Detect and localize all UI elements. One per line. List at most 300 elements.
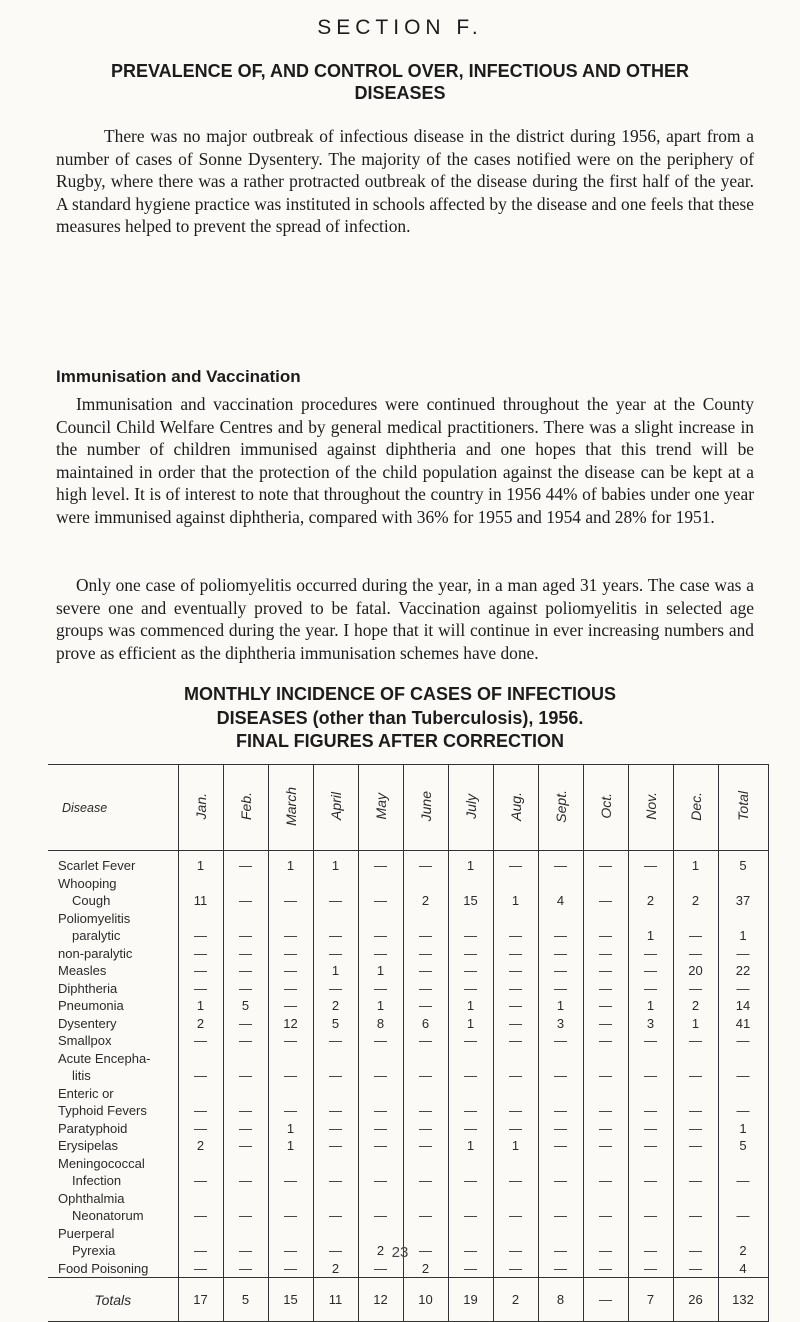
table-row: [48, 980, 768, 998]
month-cell: —: [493, 1067, 538, 1085]
month-cell: —: [313, 1242, 358, 1260]
month-cell: 11: [178, 892, 223, 910]
month-cell: 1: [178, 851, 223, 875]
table-row: [48, 945, 768, 963]
month-cell: —: [223, 1137, 268, 1155]
month-cell: 1: [628, 927, 673, 945]
month-cell: —: [583, 980, 628, 998]
month-cell: —: [223, 1015, 268, 1033]
immunisation-paragraph: Immunisation and vaccination procedures were continued throughout the year at the County Council Child Welfare Centres and by general medical practitioners. There was a slight increase in the number of children immunised against diphtheria and one hopes that this trend will be maintained in order that the protection of the child population against the disease can be kept at a high level. It is of interest to note that throughout the country in 1956 44% of babies under one year were immunised against diphtheria, compared with 36% for 1955 and 1954 and 28% for 1951.: [56, 394, 754, 527]
row-total-cell: [718, 875, 768, 893]
month-cell: —: [538, 1102, 583, 1120]
disease-label: Enteric or: [58, 1085, 114, 1101]
month-cell: —: [358, 1260, 403, 1278]
month-cell: 12: [268, 1015, 313, 1033]
month-cell: 1: [313, 851, 358, 875]
month-cell: [493, 875, 538, 893]
month-cell: —: [538, 962, 583, 980]
month-cell: —: [178, 1067, 223, 1085]
header-month: [358, 765, 403, 851]
month-cell: 20: [673, 962, 718, 980]
month-cell: [673, 910, 718, 928]
month-cell: [583, 910, 628, 928]
table-row: [48, 1207, 768, 1225]
incidence-table: [48, 764, 769, 1322]
month-cell: 1: [628, 997, 673, 1015]
month-cell: —: [448, 962, 493, 980]
month-cell: [583, 875, 628, 893]
month-cell: —: [538, 980, 583, 998]
disease-label: Paratyphoid: [58, 1120, 128, 1136]
month-cell: [403, 1190, 448, 1208]
month-cell: —: [493, 997, 538, 1015]
month-cell: [223, 1155, 268, 1173]
month-cell: —: [403, 997, 448, 1015]
month-cell: —: [403, 927, 448, 945]
month-cell: —: [628, 945, 673, 963]
month-cell: —: [358, 1137, 403, 1155]
month-cell: —: [583, 1260, 628, 1278]
month-cell: —: [223, 1032, 268, 1050]
month-cell: —: [673, 1032, 718, 1050]
row-total-cell: [718, 910, 768, 928]
month-cell: [628, 910, 673, 928]
total-cell: 2: [493, 1278, 538, 1322]
row-total-cell: —: [718, 945, 768, 963]
month-cell: —: [628, 1137, 673, 1155]
month-cell: [403, 875, 448, 893]
total-cell: 15: [268, 1278, 313, 1322]
total-cell: 8: [538, 1278, 583, 1322]
month-cell: —: [673, 1102, 718, 1120]
month-cell: [178, 1190, 223, 1208]
month-cell: —: [403, 962, 448, 980]
month-cell: —: [538, 945, 583, 963]
month-cell: —: [358, 1120, 403, 1138]
total-cell: —: [583, 1278, 628, 1322]
month-cell: —: [673, 1137, 718, 1155]
month-cell: —: [538, 927, 583, 945]
month-cell: [358, 1190, 403, 1208]
month-cell: [268, 910, 313, 928]
month-cell: 1: [673, 1015, 718, 1033]
month-cell: [223, 1225, 268, 1243]
month-cell: [178, 1085, 223, 1103]
row-total-cell: 14: [718, 997, 768, 1015]
immunisation-subheading: Immunisation and Vaccination: [56, 367, 301, 386]
table-title-line-2: DISEASES (other than Tuberculosis), 1956.: [216, 707, 584, 728]
totals-row: [48, 1278, 768, 1322]
row-total-cell: —: [718, 980, 768, 998]
month-cell: [493, 1085, 538, 1103]
total-cell: 19: [448, 1278, 493, 1322]
month-cell: 1: [268, 851, 313, 875]
header-month: [448, 765, 493, 851]
header-month: [223, 765, 268, 851]
month-cell: —: [178, 927, 223, 945]
main-heading: PREVALENCE OF, AND CONTROL OVER, INFECTIOUS AND OTHER DISEASES: [110, 61, 690, 103]
header-total-label: Total: [735, 791, 751, 821]
month-cell: —: [178, 1032, 223, 1050]
month-cell: —: [493, 1260, 538, 1278]
month-cell: [538, 1190, 583, 1208]
month-cell: —: [628, 851, 673, 875]
disease-label: non-paralytic: [58, 945, 133, 961]
month-cell: [448, 1225, 493, 1243]
table-row: [48, 1050, 768, 1068]
month-cell: —: [493, 980, 538, 998]
table-row: [48, 1015, 768, 1033]
table-title-line-1: MONTHLY INCIDENCE OF CASES OF INFECTIOUS: [183, 684, 617, 704]
month-cell: —: [313, 945, 358, 963]
month-cell: —: [268, 980, 313, 998]
month-cell: —: [178, 980, 223, 998]
month-cell: [538, 1085, 583, 1103]
month-cell: —: [538, 1120, 583, 1138]
total-cell: 11: [313, 1278, 358, 1322]
month-cell: —: [448, 980, 493, 998]
month-cell: [538, 1225, 583, 1243]
month-cell: —: [358, 1067, 403, 1085]
disease-label: Poliomyelitis: [58, 910, 131, 926]
month-cell: —: [628, 1207, 673, 1225]
header-month-label: Nov.: [642, 792, 659, 820]
month-cell: —: [583, 1137, 628, 1155]
month-cell: 1: [493, 892, 538, 910]
row-total-cell: —: [718, 1102, 768, 1120]
month-cell: —: [313, 927, 358, 945]
month-cell: [268, 1085, 313, 1103]
month-cell: [178, 1050, 223, 1068]
month-cell: —: [448, 1067, 493, 1085]
disease-label: Acute Encepha-: [58, 1050, 151, 1066]
month-cell: [583, 1050, 628, 1068]
row-total-cell: —: [718, 1032, 768, 1050]
month-cell: —: [178, 1120, 223, 1138]
month-cell: 1: [358, 962, 403, 980]
month-cell: [493, 910, 538, 928]
header-month-label: May: [372, 792, 389, 820]
month-cell: [313, 1050, 358, 1068]
month-cell: —: [538, 1137, 583, 1155]
month-cell: —: [628, 1120, 673, 1138]
month-cell: [493, 1050, 538, 1068]
month-cell: —: [178, 945, 223, 963]
month-cell: [178, 1155, 223, 1173]
month-cell: —: [313, 892, 358, 910]
month-cell: [178, 910, 223, 928]
month-cell: [313, 875, 358, 893]
month-cell: [223, 1050, 268, 1068]
month-cell: —: [673, 1260, 718, 1278]
row-total-cell: [718, 1050, 768, 1068]
disease-label: Neonatorum: [72, 1208, 144, 1223]
header-month: [538, 765, 583, 851]
month-cell: —: [403, 1242, 448, 1260]
table-row: [48, 1225, 768, 1243]
row-total-cell: —: [718, 1172, 768, 1190]
month-cell: —: [628, 1260, 673, 1278]
header-total: [718, 765, 768, 851]
header-month-label: April: [327, 791, 344, 820]
month-cell: 1: [178, 997, 223, 1015]
disease-label: Puerperal: [58, 1225, 115, 1241]
total-cell: 12: [358, 1278, 403, 1322]
total-cell: 7: [628, 1278, 673, 1322]
row-total-cell: [718, 1155, 768, 1173]
month-cell: [628, 1155, 673, 1173]
month-cell: [268, 1225, 313, 1243]
month-cell: 3: [628, 1015, 673, 1033]
month-cell: 2: [178, 1137, 223, 1155]
total-cell: 10: [403, 1278, 448, 1322]
month-cell: [538, 1155, 583, 1173]
month-cell: —: [493, 851, 538, 875]
month-cell: [313, 1225, 358, 1243]
header-month: [268, 765, 313, 851]
month-cell: [268, 1050, 313, 1068]
table-title: [80, 683, 720, 754]
month-cell: 1: [448, 851, 493, 875]
month-cell: —: [403, 1032, 448, 1050]
month-cell: —: [178, 1260, 223, 1278]
month-cell: —: [268, 1102, 313, 1120]
month-cell: [673, 1085, 718, 1103]
month-cell: [493, 1190, 538, 1208]
disease-label: Scarlet Fever: [58, 858, 136, 873]
month-cell: —: [313, 1172, 358, 1190]
month-cell: —: [223, 927, 268, 945]
disease-label: Dysentery: [58, 1015, 117, 1031]
table-row: [48, 910, 768, 928]
month-cell: —: [628, 1102, 673, 1120]
month-cell: 4: [538, 892, 583, 910]
month-cell: —: [223, 1067, 268, 1085]
month-cell: —: [673, 1172, 718, 1190]
header-month-label: June: [417, 790, 434, 822]
month-cell: —: [493, 1207, 538, 1225]
table-row: [48, 1155, 768, 1173]
month-cell: —: [268, 1032, 313, 1050]
table-row: [48, 1120, 768, 1138]
month-cell: 2: [403, 892, 448, 910]
month-cell: —: [493, 945, 538, 963]
month-cell: 1: [268, 1137, 313, 1155]
row-total-cell: 1: [718, 1120, 768, 1138]
month-cell: —: [493, 962, 538, 980]
month-cell: [268, 1155, 313, 1173]
disease-label: Infection: [72, 1173, 122, 1188]
month-cell: —: [583, 1207, 628, 1225]
month-cell: —: [268, 1172, 313, 1190]
month-cell: —: [673, 1067, 718, 1085]
page-number: 23: [391, 1244, 409, 1261]
month-cell: —: [583, 1015, 628, 1033]
month-cell: —: [448, 1242, 493, 1260]
month-cell: —: [268, 892, 313, 910]
month-cell: —: [358, 1102, 403, 1120]
total-cell: 5: [223, 1278, 268, 1322]
month-cell: [583, 1155, 628, 1173]
month-cell: [673, 1050, 718, 1068]
month-cell: —: [628, 1242, 673, 1260]
month-cell: —: [493, 1172, 538, 1190]
month-cell: [673, 1225, 718, 1243]
month-cell: —: [448, 1102, 493, 1120]
month-cell: —: [538, 1032, 583, 1050]
month-cell: [628, 1190, 673, 1208]
month-cell: —: [628, 980, 673, 998]
month-cell: —: [223, 851, 268, 875]
month-cell: —: [403, 1067, 448, 1085]
month-cell: [223, 1085, 268, 1103]
month-cell: [628, 1225, 673, 1243]
month-cell: —: [583, 1120, 628, 1138]
month-cell: —: [628, 1172, 673, 1190]
month-cell: —: [538, 1207, 583, 1225]
disease-label: Ophthalmia: [58, 1190, 125, 1206]
totals-label: Totals: [48, 1278, 178, 1322]
month-cell: [403, 910, 448, 928]
month-cell: 1: [493, 1137, 538, 1155]
month-cell: —: [583, 851, 628, 875]
month-cell: —: [358, 1207, 403, 1225]
month-cell: [223, 1190, 268, 1208]
row-total-cell: 5: [718, 1137, 768, 1155]
row-total-cell: [718, 1225, 768, 1243]
row-total-cell: 41: [718, 1015, 768, 1033]
disease-label: Pneumonia: [58, 998, 124, 1013]
disease-label: Typhoid Fevers: [58, 1103, 147, 1118]
month-cell: [538, 875, 583, 893]
month-cell: —: [538, 1260, 583, 1278]
month-cell: —: [178, 962, 223, 980]
month-cell: —: [673, 927, 718, 945]
month-cell: —: [448, 1120, 493, 1138]
month-cell: —: [223, 1242, 268, 1260]
header-month: [583, 765, 628, 851]
month-cell: [268, 1190, 313, 1208]
month-cell: —: [223, 892, 268, 910]
month-cell: —: [583, 1172, 628, 1190]
header-month: [493, 765, 538, 851]
month-cell: —: [268, 962, 313, 980]
month-cell: —: [448, 1207, 493, 1225]
month-cell: —: [673, 1242, 718, 1260]
month-cell: [448, 1155, 493, 1173]
month-cell: [448, 1190, 493, 1208]
month-cell: [493, 1155, 538, 1173]
month-cell: [313, 910, 358, 928]
month-cell: —: [403, 1102, 448, 1120]
month-cell: —: [223, 945, 268, 963]
month-cell: —: [448, 1260, 493, 1278]
table-row: [48, 1102, 768, 1120]
month-cell: [583, 1225, 628, 1243]
month-cell: —: [223, 1102, 268, 1120]
month-cell: [403, 1155, 448, 1173]
month-cell: —: [403, 980, 448, 998]
month-cell: —: [493, 1032, 538, 1050]
header-month-label: Aug.: [507, 791, 524, 821]
month-cell: —: [673, 1120, 718, 1138]
header-month: [178, 765, 223, 851]
month-cell: —: [403, 1137, 448, 1155]
month-cell: —: [448, 945, 493, 963]
month-cell: —: [268, 997, 313, 1015]
month-cell: 15: [448, 892, 493, 910]
header-month: [628, 765, 673, 851]
month-cell: [448, 910, 493, 928]
month-cell: —: [583, 892, 628, 910]
month-cell: —: [313, 980, 358, 998]
month-cell: [583, 1085, 628, 1103]
month-cell: —: [448, 1032, 493, 1050]
table-row: [48, 1190, 768, 1208]
total-cell: 17: [178, 1278, 223, 1322]
row-total-cell: [718, 1190, 768, 1208]
table-row: [48, 1085, 768, 1103]
table-title-line-3: FINAL FIGURES AFTER CORRECTION: [236, 731, 564, 751]
row-total-cell: —: [718, 1067, 768, 1085]
month-cell: —: [178, 1102, 223, 1120]
month-cell: [313, 1155, 358, 1173]
month-cell: —: [673, 945, 718, 963]
month-cell: 1: [448, 997, 493, 1015]
month-cell: 6: [403, 1015, 448, 1033]
month-cell: —: [673, 980, 718, 998]
month-cell: —: [628, 1067, 673, 1085]
month-cell: —: [403, 851, 448, 875]
month-cell: [223, 875, 268, 893]
month-cell: 2: [403, 1260, 448, 1278]
table-row: [48, 1172, 768, 1190]
row-total-cell: 5: [718, 851, 768, 875]
month-cell: [673, 875, 718, 893]
month-cell: 5: [223, 997, 268, 1015]
month-cell: —: [313, 1067, 358, 1085]
header-month-label: Jan.: [192, 792, 209, 820]
month-cell: [223, 910, 268, 928]
header-month-label: Oct.: [597, 793, 614, 819]
month-cell: 2: [673, 892, 718, 910]
month-cell: —: [358, 851, 403, 875]
header-month-label: Sept.: [552, 789, 569, 823]
month-cell: [538, 1050, 583, 1068]
month-cell: —: [583, 945, 628, 963]
month-cell: —: [358, 1172, 403, 1190]
month-cell: 1: [538, 997, 583, 1015]
disease-label: Whooping: [58, 875, 117, 891]
table-row: [48, 1137, 768, 1155]
month-cell: 2: [313, 997, 358, 1015]
month-cell: —: [403, 1120, 448, 1138]
month-cell: —: [313, 1207, 358, 1225]
month-cell: [178, 875, 223, 893]
month-cell: 2: [313, 1260, 358, 1278]
row-total-cell: 4: [718, 1260, 768, 1278]
month-cell: —: [403, 1172, 448, 1190]
month-cell: [313, 1085, 358, 1103]
month-cell: [493, 1225, 538, 1243]
table-row: [48, 1032, 768, 1050]
month-cell: —: [223, 1172, 268, 1190]
month-cell: —: [223, 1207, 268, 1225]
table-body: [48, 851, 768, 1278]
month-cell: [358, 1050, 403, 1068]
header-month-label: Dec.: [687, 791, 704, 821]
disease-label: Measles: [58, 963, 107, 978]
